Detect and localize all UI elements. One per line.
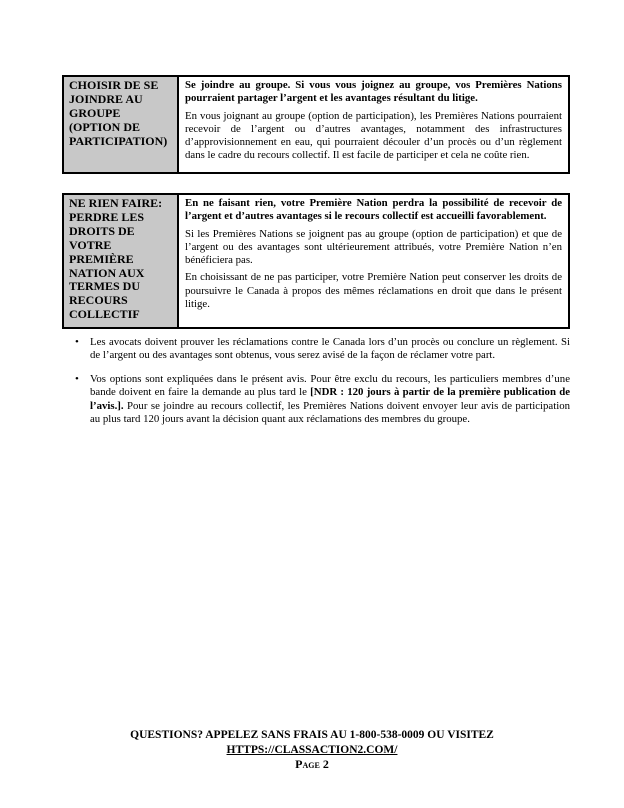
page-footer [0, 728, 624, 773]
bullet-icon: • [75, 336, 79, 348]
option-table-do-nothing [62, 193, 570, 329]
list-item [62, 373, 570, 427]
option-lead-do-nothing: En ne faisant rien, votre Première Nation perdra la possibilité de recevoir de l’argent et d’autres avantages si le recours collectif est accueilli favorablement. [185, 197, 562, 223]
option-header-join-group: CHOISIR DE SE JOINDRE AU GROUPE (OPTION DE PARTICIPATION) [64, 77, 179, 172]
footer-url-link[interactable]: HTTPS://CLASSACTION2.COM/ [226, 743, 398, 756]
option-header-do-nothing: NE RIEN FAIRE: PERDRE LES DROITS DE VOTRE PREMIÈRE NATION AUX TERMES DU RECOURS COLLECTIF [64, 195, 179, 327]
bullet-text-segment: Vos options sont expliquées dans le présent avis. Pour être exclu du recours, les particuliers membres d’une bande doivent en faire la demande au plus tard le [90, 372, 570, 399]
option-lead-join-group: Se joindre au groupe. Si vous vous joignez au groupe, vos Premières Nations pourraient partager l’argent et les avantages résultant du litige. [185, 79, 562, 105]
list-item [62, 336, 570, 363]
option-description-join-group [179, 77, 568, 172]
bullet-deadline-emphasis: [NDR : 120 jours à partir de la première publication de l’avis.]. [90, 386, 570, 412]
footer-contact-line: QUESTIONS? APPELEZ SANS FRAIS AU 1-800-538-0009 OU VISITEZ [130, 729, 494, 741]
page-number: Page 2 [295, 757, 329, 772]
option-paragraph: En choisissant de ne pas participer, votre Première Nation peut conserver les droits de poursuivre le Canada à propos des mêmes réclamations en droit que dans le présent litige. [185, 271, 562, 310]
option-description-do-nothing [179, 195, 568, 327]
bullet-icon: • [75, 372, 79, 385]
bullet-text-lawyers [90, 336, 570, 363]
option-paragraph: Si les Premières Nations se joignent pas au groupe (option de participation) et que de l’argent ou des avantages sont ultérieurement attribués, votre Première Nation n’en bénéficiera pas. [185, 227, 562, 267]
bullet-text-segment: Pour se joindre au recours collectif, les Premières Nations doivent envoyer leur avis de participation au plus tard 120 jours avant la décision quant aux réclamations des membres du groupe. [90, 399, 570, 425]
bullet-text-segment: Les avocats doivent prouver les réclamations contre le Canada lors d’un procès ou conclure un règlement. Si de l’argent ou des avantages sont obtenus, vous serez avisé de la façon de réclamer votre part. [90, 336, 570, 362]
option-table-join-group [62, 75, 570, 174]
bullet-text-options [90, 373, 570, 427]
notice-content [62, 75, 570, 436]
bullet-list [62, 336, 570, 426]
option-paragraph: En vous joignant au groupe (option de participation), les Premières Nations pourraient recevoir de l’argent ou d’autres avantages, notamment des infrastructures d’approvisionnement en eau, qui pourraient découler d’un procès ou d’un règlement dans le cadre du recours collectif. Il est facile de participer et cela ne coûte rien. [185, 109, 562, 162]
